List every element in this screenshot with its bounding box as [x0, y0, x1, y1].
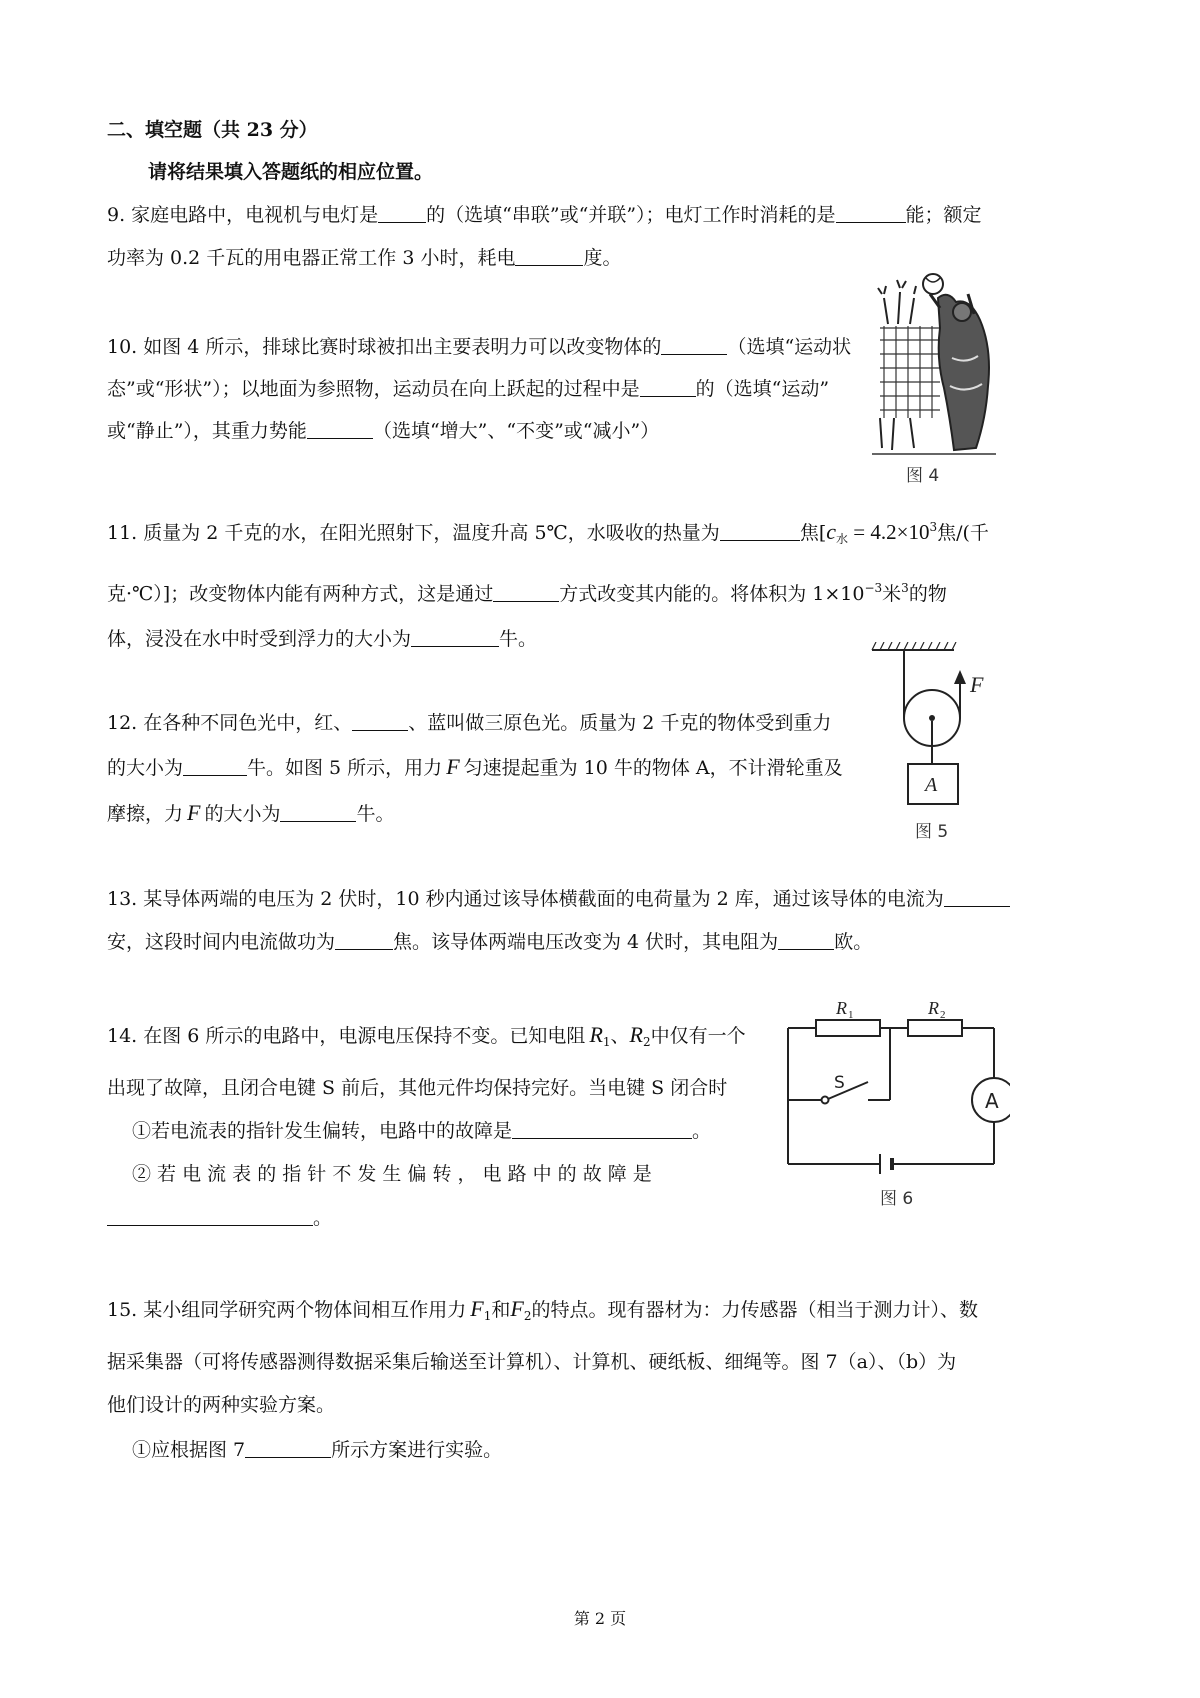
q10-line1: 10. 如图 4 所示，排球比赛时球被扣出主要表明力可以改变物体的 （选填“运动状: [107, 336, 852, 358]
answer-blank[interactable]: [307, 420, 373, 439]
resistor-r1-icon: [816, 1020, 880, 1036]
answer-blank[interactable]: [512, 1120, 692, 1139]
q14-line5: 。: [107, 1206, 332, 1230]
resistor-r2-icon: [908, 1020, 962, 1036]
answer-blank[interactable]: [107, 1207, 313, 1226]
q14-line2: 出现了故障，且闭合电键 S 前后，其他元件均保持完好。当电键 S 闭合时: [107, 1077, 728, 1099]
figure-5-caption: 图 5: [915, 822, 949, 842]
answer-blank[interactable]: [378, 204, 426, 223]
q11-line2: 克·℃）]；改变物体内能有两种方式，这是通过 方式改变其内能的。将体积为 $1\times 10^{-3}$米$^3$的物: [107, 581, 947, 605]
switch-label: S: [834, 1073, 845, 1093]
answer-blank[interactable]: [245, 1439, 331, 1458]
force-arrow-icon: [954, 670, 966, 684]
r2-label: R: [928, 998, 939, 1018]
answer-blank[interactable]: [411, 628, 499, 647]
q12-line1: 12. 在各种不同色光中，红、 、蓝叫做三原色光。质量为 2 千克的物体受到重力: [107, 712, 832, 734]
q12-line2: 的大小为 牛。如图 5 所示，用力 F 匀速提起重为 10 牛的物体 A，不计滑轮重及: [107, 754, 843, 779]
figure-5-pulley: [868, 642, 998, 832]
q14-line1: 14. 在图 6 所示的电路中，电源电压保持不变。已知电阻 $R_1$、$R_2$中仅有一个: [107, 1022, 746, 1049]
q13-line1: 13. 某导体两端的电压为 2 伏时，10 秒内通过该导体横截面的电荷量为 2 库，通过该导体的电流为: [107, 887, 1010, 911]
q10-line3: 或“静止”），其重力势能 （选填“增大”、“不变”或“减小”）: [107, 420, 660, 442]
q15-line3: 他们设计的两种实验方案。: [107, 1394, 336, 1416]
ball-icon: [923, 274, 943, 294]
figure-4-caption: 图 4: [906, 466, 940, 486]
q14-line4: ② 若 电 流 表 的 指 针 不 发 生 偏 转 ， 电 路 中 的 故 障 是: [132, 1163, 652, 1185]
q13-line2: 安，这段时间内电流做功为 焦。该导体两端电压改变为 4 伏时，其电阻为 欧。: [107, 931, 873, 953]
answer-blank[interactable]: [515, 247, 583, 266]
q10-line2: 态”或“形状”）；以地面为参照物，运动员在向上跃起的过程中是 的（选填“运动”: [107, 378, 830, 400]
answer-blank[interactable]: [944, 888, 1010, 907]
figure-6-caption: 图 6: [880, 1189, 914, 1209]
q15-line4: ①应根据图 7 所示方案进行实验。: [132, 1439, 503, 1461]
answer-blank[interactable]: [720, 522, 800, 541]
answer-blank[interactable]: [280, 803, 356, 822]
q9-line1: 9. 家庭电路中，电视机与电灯是 的（选填“串联”或“并联”）；电灯工作时消耗的是 能；额定: [107, 204, 982, 226]
answer-blank[interactable]: [183, 757, 247, 776]
r1-label: R: [836, 998, 847, 1018]
section-title: 二、填空题（共 23 分）: [107, 119, 318, 141]
q9-line2: 功率为 0.2 千瓦的用电器正常工作 3 小时，耗电 度。: [107, 247, 622, 269]
answer-blank[interactable]: [335, 931, 393, 950]
q15-line1: 15. 某小组同学研究两个物体间相互作用力 $F_1$和$F_2$的特点。现有器材为：力传感器（相当于测力计）、数: [107, 1296, 978, 1323]
figure-4-volleyball: [870, 268, 998, 464]
force-label: F: [970, 672, 984, 697]
q15-line2: 据采集器（可将传感器测得数据采集后输送至计算机）、计算机、硬纸板、细绳等。图 7（a）、（b）为: [107, 1351, 957, 1373]
answer-blank[interactable]: [778, 931, 834, 950]
svg-text:2: 2: [940, 1009, 946, 1021]
spiker-player-icon: [930, 294, 989, 450]
q12-line3: 摩擦，力 F 的大小为 牛。: [107, 800, 395, 825]
svg-text:1: 1: [848, 1009, 854, 1021]
switch-icon: [822, 1097, 829, 1104]
answer-blank[interactable]: [640, 378, 696, 397]
page-number: 第 2 页: [573, 1609, 627, 1628]
answer-blank[interactable]: [493, 583, 559, 602]
answer-blank[interactable]: [836, 204, 906, 223]
q11-line1: 11. 质量为 2 千克的水，在阳光照射下，温度升高 5℃，水吸收的热量为 焦[$c_水 = 4.2\times 10^3$焦/(千: [107, 519, 989, 546]
block-label: A: [925, 774, 938, 796]
answer-blank[interactable]: [661, 336, 727, 355]
q14-line3: ①若电流表的指针发生偏转，电路中的故障是 。: [132, 1120, 712, 1142]
answer-blank[interactable]: [352, 712, 408, 731]
ammeter-label: A: [985, 1089, 999, 1113]
net-icon: [880, 326, 940, 418]
q11-line3: 体，浸没在水中时受到浮力的大小为 牛。: [107, 628, 538, 650]
figure-6-circuit: [780, 996, 1010, 1176]
section-instruction: 请将结果填入答题纸的相应位置。: [148, 161, 434, 183]
